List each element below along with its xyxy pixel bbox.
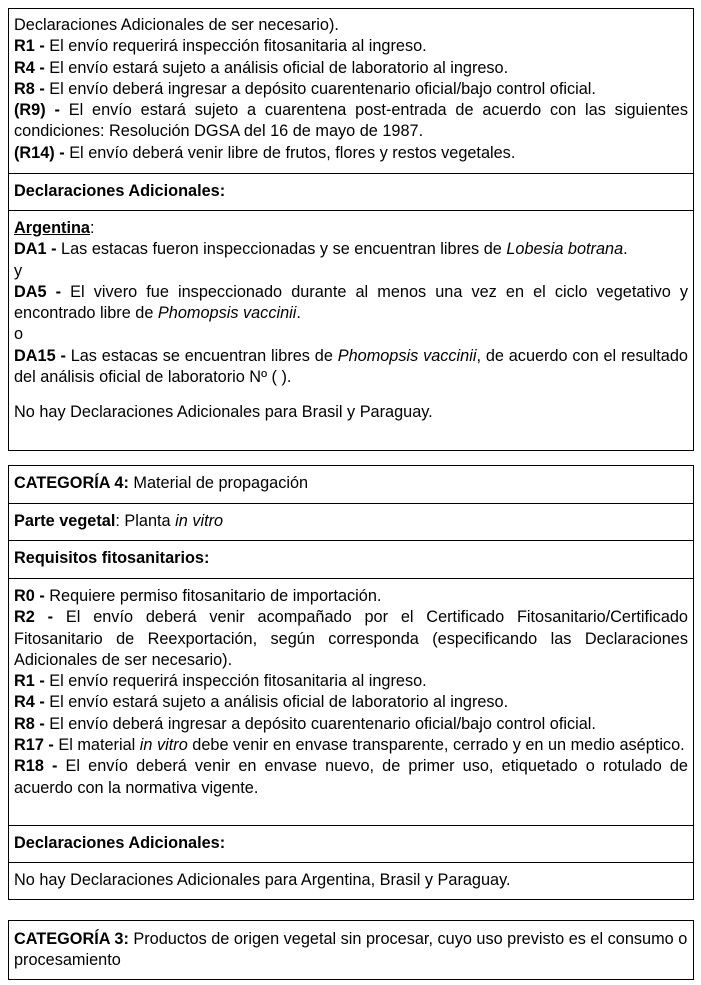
requirements-prefix: Declaraciones Adicionales de ser necesario). — [14, 16, 339, 34]
plant-part-cell: Parte vegetal: Planta in vitro — [9, 503, 693, 540]
country-argentina: Argentina: — [14, 219, 95, 237]
declaration-da15: DA15 - Las estacas se encuentran libres de Phomopsis vaccinii, de acuerdo con el resultado del análisis oficial de laboratorio Nº ( ). — [14, 346, 688, 387]
conjunction-o: o — [14, 325, 24, 344]
declaration-da1: DA1 - Las estacas fueron inspeccionadas y se encuentran libres de Lobesia botrana. — [14, 240, 628, 259]
table-category-3 — [8, 920, 694, 980]
category-text: Material de propagación — [128, 474, 309, 492]
additional-declarations-heading: Declaraciones Adicionales: — [14, 834, 226, 852]
conjunction-y: y — [14, 261, 23, 280]
declarations-note: No hay Declaraciones Adicionales para Argentina, Brasil y Paraguay. — [14, 871, 511, 889]
requirements-continuation-cell — [9, 9, 693, 173]
requirements-heading-cell — [9, 540, 693, 578]
additional-declarations-heading-cell — [9, 173, 693, 210]
requirements-body-cell — [9, 578, 693, 825]
requirement-r1: R1 - El envío requerirá inspección fitosanitaria al ingreso. — [14, 672, 427, 691]
plant-part-label: Parte vegetal — [14, 512, 116, 530]
requirement-r4: R4 - El envío estará sujeto a análisis oficial de laboratorio al ingreso. — [14, 693, 509, 712]
category-cell — [9, 466, 693, 503]
requirement-r17: R17 - El material in vitro debe venir en envase transparente, cerrado y en un medio aséptico. — [14, 736, 685, 755]
requirement-r18: R18 - El envío deberá venir en envase nuevo, de primer uso, etiquetado o rotulado de acuerdo con la normativa vigente. — [14, 757, 688, 797]
declarations-note: No hay Declaraciones Adicionales para Brasil y Paraguay. — [14, 403, 433, 422]
additional-declarations-heading-cell — [9, 825, 693, 862]
requirement-r14: (R14) - El envío deberá venir libre de frutos, flores y restos vegetales. — [14, 143, 516, 162]
additional-declarations-body-cell — [9, 862, 693, 899]
requirement-r8: R8 - El envío deberá ingresar a depósito cuarentenario oficial/bajo control oficial. — [14, 714, 596, 733]
requirement-r0: R0 - Requiere permiso fitosanitario de importación. — [14, 587, 382, 605]
table-category-4 — [8, 465, 694, 900]
requirement-r9: (R9) - El envío estará sujeto a cuarentena post-entrada de acuerdo con las siguientes condiciones: Resolución DGSA del 16 de mayo de 1987. — [14, 101, 688, 141]
declaration-da5: DA5 - El vivero fue inspeccionado durante al menos una vez en el ciclo vegetativo y encontrado libre de Phomopsis vaccinii. — [14, 282, 688, 323]
category-cell — [9, 921, 693, 978]
additional-declarations-heading: Declaraciones Adicionales: — [14, 182, 226, 200]
table-category-continuation — [8, 8, 694, 451]
category-label: CATEGORÍA 4: — [14, 474, 129, 492]
requirement-r4: R4 - El envío estará sujeto a análisis oficial de laboratorio al ingreso. — [14, 58, 509, 77]
category-text: Productos de origen vegetal sin procesar, cuyo uso previsto es el consumo o procesamiento — [14, 930, 688, 970]
additional-declarations-body-cell — [9, 210, 693, 449]
requirement-r1: R1 - El envío requerirá inspección fitosanitaria al ingreso. — [14, 37, 427, 56]
requirement-r2: R2 - El envío deberá venir acompañado por el Certificado Fitosanitario/Certificado Fitosanitario de Reexportación, según corresponda (especificando las Declaraciones Adicionales de ser necesario). — [14, 608, 688, 669]
requirement-r8: R8 - El envío deberá ingresar a depósito cuarentenario oficial/bajo control oficial. — [14, 79, 596, 98]
category-label: CATEGORÍA 3: — [14, 930, 129, 948]
requirements-heading: Requisitos fitosanitarios: — [14, 549, 210, 567]
